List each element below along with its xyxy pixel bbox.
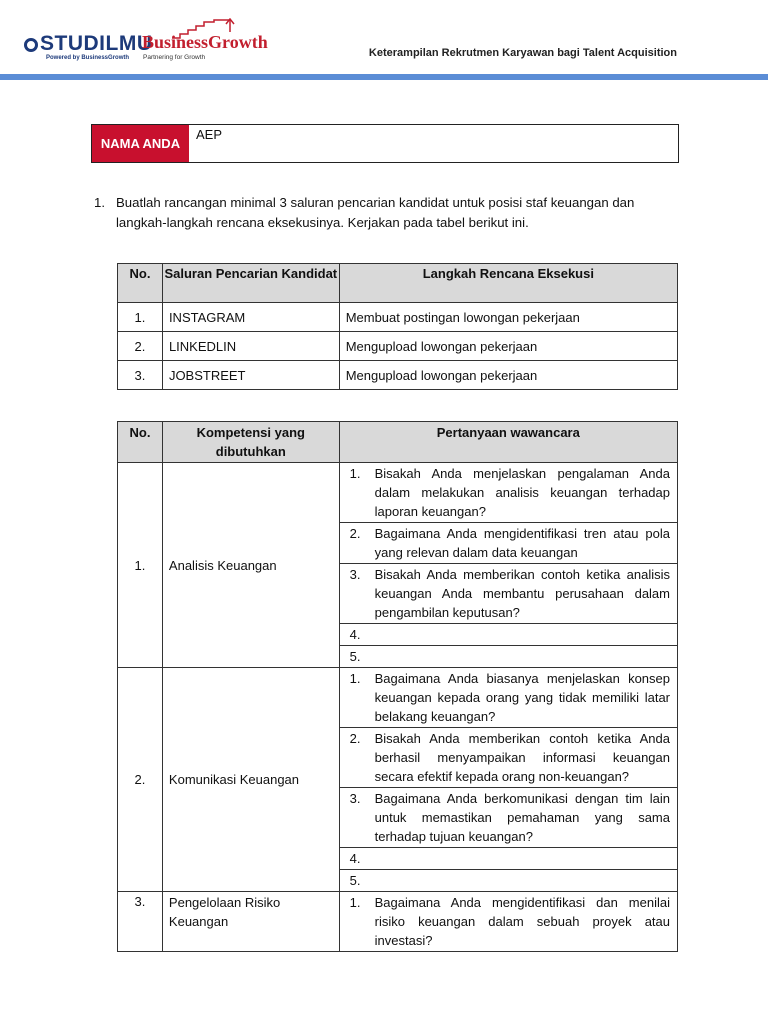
- name-value: AEP: [196, 127, 223, 142]
- table-header-row: [118, 264, 678, 303]
- row-step: Mengupload lowongan pekerjaan: [339, 361, 677, 390]
- question-text: Bisakah Anda menjelaskan pengalaman Anda dalam melakukan analisis keuangan terhadap laporan keuangan?: [374, 466, 670, 519]
- row-no: 3.: [118, 361, 163, 390]
- document-title: Keterampilan Rekrutmen Karyawan bagi Talent Acquisition: [368, 47, 677, 59]
- studilmu-ring-icon: [24, 38, 38, 52]
- businessgrowth-logo: [142, 32, 268, 61]
- table-row: [118, 892, 678, 952]
- table-header-row: [118, 422, 678, 463]
- question-1: [94, 193, 674, 233]
- name-box: [91, 124, 679, 163]
- header-channel: Saluran Pencarian Kandidat: [162, 264, 339, 303]
- question-text: Bisakah Anda memberikan contoh ketika Anda berhasil menyampaikan informasi keuangan secara efektif kepada orang non-keuangan?: [374, 731, 670, 784]
- studilmu-logo: [24, 32, 153, 61]
- interview-question: [339, 463, 677, 523]
- competency-table: [117, 421, 678, 952]
- question-num: 4.: [349, 627, 361, 642]
- group-no: 3.: [118, 892, 163, 952]
- interview-question: [339, 788, 677, 848]
- header-competency: Kompetensi yang dibutuhkan: [162, 422, 339, 463]
- businessgrowth-tagline: Partnering for Growth: [143, 54, 206, 61]
- row-step: Mengupload lowongan pekerjaan: [339, 332, 677, 361]
- table-row: [118, 463, 678, 523]
- name-label: NAMA ANDA: [92, 125, 189, 162]
- header-questions: Pertanyaan wawancara: [339, 422, 677, 463]
- question-text: [375, 849, 670, 868]
- interview-question: [339, 892, 677, 952]
- interview-question: [339, 668, 677, 728]
- group-competency: Komunikasi Keuangan: [162, 668, 339, 892]
- question-num: 5.: [349, 649, 361, 664]
- page-header: [0, 0, 768, 76]
- header-step: Langkah Rencana Eksekusi: [339, 264, 677, 303]
- row-channel: LINKEDLIN: [162, 332, 339, 361]
- businessgrowth-wordmark: BusinessGrowth: [142, 32, 268, 52]
- row-no: 1.: [118, 303, 163, 332]
- row-step: Membuat postingan lowongan pekerjaan: [339, 303, 677, 332]
- question-text: Bagaimana Anda berkomunikasi dengan tim lain untuk memastikan pemahaman yang sama terhadap tujuan keuangan?: [374, 791, 670, 844]
- row-channel: INSTAGRAM: [162, 303, 339, 332]
- question-text: Bagaimana Anda biasanya menjelaskan konsep keuangan kepada orang yang tidak memiliki latar belakang keuangan?: [374, 671, 670, 724]
- question-text: Buatlah rancangan minimal 3 saluran pencarian kandidat untuk posisi staf keuangan dan langkah-langkah rencana eksekusinya. Kerjakan pada tabel berikut ini.: [116, 195, 635, 230]
- header-bar: [0, 74, 768, 80]
- table-row: [118, 303, 678, 332]
- table-row: [118, 668, 678, 728]
- row-channel: JOBSTREET: [162, 361, 339, 390]
- group-competency: Pengelolaan Risiko Keuangan: [162, 892, 339, 952]
- interview-question-empty: [339, 646, 677, 668]
- question-num: 3.: [349, 567, 361, 582]
- studilmu-wordmark: STUDILMU: [40, 32, 153, 55]
- interview-question-empty: [339, 870, 677, 892]
- interview-question: [339, 728, 677, 788]
- question-num: 2.: [349, 731, 361, 746]
- question-num: 2.: [349, 526, 361, 541]
- question-text: Bagaimana Anda mengidentifikasi dan menilai risiko keuangan dalam sebuah proyek atau investasi?: [374, 895, 670, 948]
- question-number: 1.: [94, 195, 105, 210]
- question-text: Bagaimana Anda mengidentifikasi tren atau pola yang relevan dalam data keuangan: [374, 526, 670, 560]
- interview-question-empty: [339, 624, 677, 646]
- question-num: 3.: [349, 791, 361, 806]
- question-num: 1.: [349, 466, 361, 481]
- group-no: 1.: [118, 463, 163, 668]
- question-text: [375, 871, 670, 890]
- question-num: 5.: [349, 873, 361, 888]
- question-text: Bisakah Anda memberikan contoh ketika analisis keuangan Anda membantu perusahaan dalam pengambilan keputusan?: [374, 567, 670, 620]
- interview-question: [339, 564, 677, 624]
- interview-question: [339, 523, 677, 564]
- header-no: No.: [118, 264, 163, 303]
- table-row: [118, 361, 678, 390]
- table-row: [118, 332, 678, 361]
- group-no: 2.: [118, 668, 163, 892]
- question-num: 1.: [349, 895, 361, 910]
- channel-table: [117, 263, 678, 390]
- question-num: 4.: [349, 851, 361, 866]
- question-text: [375, 625, 670, 644]
- group-competency: Analisis Keuangan: [162, 463, 339, 668]
- header-no: No.: [118, 422, 163, 463]
- interview-question-empty: [339, 848, 677, 870]
- studilmu-tagline: Powered by BusinessGrowth: [46, 55, 130, 61]
- row-no: 2.: [118, 332, 163, 361]
- question-text: [375, 647, 670, 666]
- question-num: 1.: [349, 671, 361, 686]
